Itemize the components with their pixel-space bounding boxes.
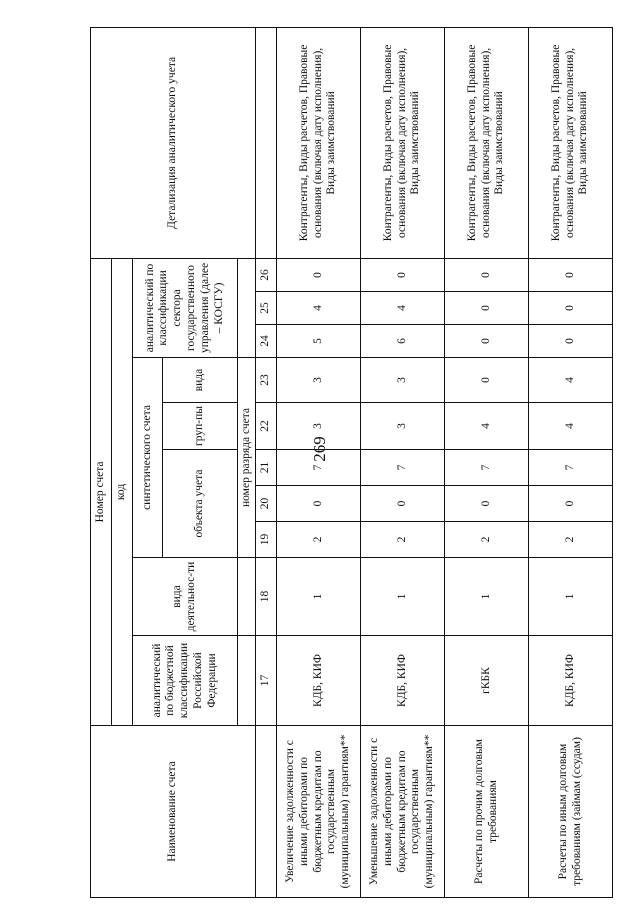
cell: 4 [445, 403, 529, 450]
header-detail: Детализация аналитического учета [91, 27, 256, 258]
cell: 0 [529, 486, 613, 522]
table-wrapper [90, 28, 610, 898]
rotated-table-container [90, 28, 610, 898]
page-number: 269 [310, 436, 329, 462]
cell: 1 [361, 558, 445, 636]
header-group: груп-пы [163, 403, 238, 450]
row-name: Расчеты по иным долговым требованиям (займам (ссудам) [529, 726, 613, 898]
digit-19: 19 [256, 522, 277, 558]
header-analytic-budget: аналитический по бюджетной классификации Российской Федерации [133, 636, 238, 726]
cell: 0 [445, 325, 529, 358]
row-name: Увеличение задолженности с иными дебиторами по бюджетным кредитам по государственным (муниципальным) гарантиям** [277, 726, 361, 898]
digit-header-blank [256, 726, 277, 898]
header-account-object: объекта учета [163, 450, 238, 558]
cell: 0 [361, 486, 445, 522]
row-detail: Контрагенты, Виды расчетов, Правовые основания (включая дату исполнения), Виды заимствований [361, 27, 445, 258]
cell: 4 [529, 358, 613, 403]
cell: КДБ, КИФ [361, 636, 445, 726]
row-detail: Контрагенты, Виды расчетов, Правовые основания (включая дату исполнения), Виды заимствований [529, 27, 613, 258]
header-activity-type: вида деятельнос-ти [133, 558, 238, 636]
cell: 0 [445, 486, 529, 522]
cell: 4 [277, 292, 361, 325]
cell: 0 [529, 292, 613, 325]
digit-20: 20 [256, 486, 277, 522]
cell: 0 [361, 258, 445, 291]
cell: 1 [445, 558, 529, 636]
header-synthetic: синтетического счета [133, 358, 163, 558]
digit-21: 21 [256, 450, 277, 486]
digit-26: 26 [256, 258, 277, 291]
cell: КДБ, КИФ [277, 636, 361, 726]
cell: 7 [445, 450, 529, 486]
cell: 0 [445, 358, 529, 403]
cell: 7 [277, 450, 361, 486]
cell: 1 [529, 558, 613, 636]
cell: 0 [277, 258, 361, 291]
cell: 4 [361, 292, 445, 325]
cell: 3 [277, 358, 361, 403]
header-code: код [112, 258, 133, 725]
row-detail: Контрагенты, Виды расчетов, Правовые основания (включая дату исполнения), Виды заимствований [445, 27, 529, 258]
cell: 1 [277, 558, 361, 636]
cell: 0 [529, 258, 613, 291]
digit-22: 22 [256, 403, 277, 450]
digit-17: 17 [256, 636, 277, 726]
cell: гКБК [445, 636, 529, 726]
cell: КДБ, КИФ [529, 636, 613, 726]
digit-18: 18 [256, 558, 277, 636]
table-row [529, 27, 613, 897]
digit-23: 23 [256, 358, 277, 403]
header-digit-row-label: номер разряда счета [238, 358, 256, 558]
row-name: Уменьшение задолженности с иными дебиторами по бюджетным кредитам по государственным (муниципальным) гарантиям** [361, 726, 445, 898]
cell: 2 [445, 522, 529, 558]
cell: 7 [529, 450, 613, 486]
table-row [445, 27, 529, 897]
header-account-number: Номер счета [91, 258, 112, 725]
cell: 6 [361, 325, 445, 358]
header-analytic-kosgu: аналитический по классификации сектора государственного управления (далее – КОСГУ) [133, 258, 238, 357]
header-kind: вида [163, 358, 238, 403]
digit-25: 25 [256, 292, 277, 325]
cell: 2 [361, 522, 445, 558]
header-account-name: Наименование счета [91, 726, 256, 898]
row-name: Расчеты по прочим долговым требованиям [445, 726, 529, 898]
cell: 2 [277, 522, 361, 558]
cell: 3 [361, 403, 445, 450]
table-row [361, 27, 445, 897]
row-detail: Контрагенты, Виды расчетов, Правовые основания (включая дату исполнения), Виды заимствований [277, 27, 361, 258]
cell: 4 [529, 403, 613, 450]
table-row [277, 27, 361, 897]
cell: 0 [529, 325, 613, 358]
cell: 0 [445, 258, 529, 291]
cell: 2 [529, 522, 613, 558]
digit-24: 24 [256, 325, 277, 358]
digit-header-blank-right [256, 27, 277, 258]
cell: 0 [445, 292, 529, 325]
cell: 3 [277, 403, 361, 450]
cell: 3 [361, 358, 445, 403]
cell: 0 [277, 486, 361, 522]
cell: 7 [361, 450, 445, 486]
accounts-table [90, 27, 613, 898]
cell: 5 [277, 325, 361, 358]
